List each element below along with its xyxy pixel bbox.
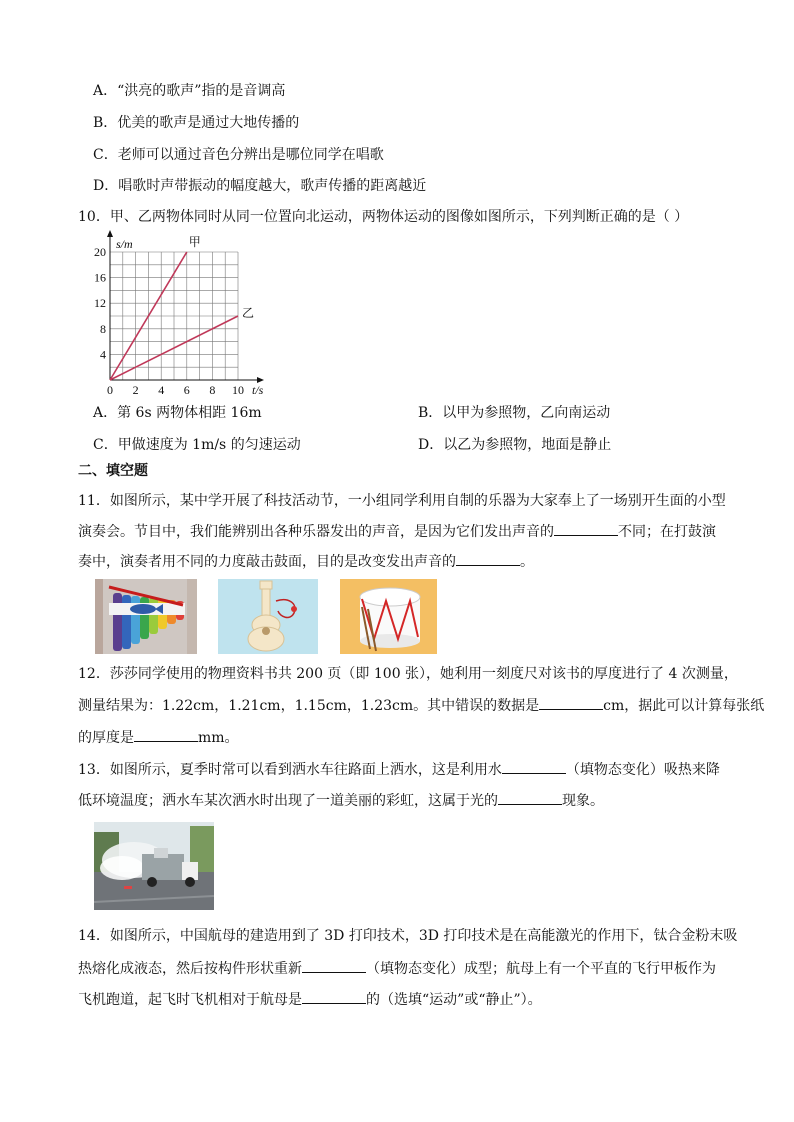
q14-line3: 飞机跑道，起飞时飞机相对于航母是 的（选填“运动”或“静止”）。 [78,989,542,1010]
series-label: 甲 [188,235,201,249]
q12-line1: 12．莎莎同学使用的物理资料书共 200 页（即 100 张），她利用一刻度尺对该书的厚度进行了 4 次测量， [78,666,738,682]
q12-line3: 的厚度是 mm。 [78,727,239,748]
x-tick-label: 0 [107,383,113,397]
q9-option-c: C．老师可以通过音色分辨出是哪位同学在唱歌 [93,147,384,163]
answer-blank [134,727,198,742]
x-tick-label: 2 [132,383,139,397]
answer-blank [539,695,603,710]
y-axis-arrow [107,230,113,237]
pan-flute-image [95,579,197,654]
q14-line1: 14．如图所示，中国航母的建造用到了 3D 打印技术，3D 打印技术是在高能激光的作用下，钛合金粉末吸 [78,928,738,944]
answer-blank [302,989,366,1004]
q10-stem: 10．甲、乙两物体同时从同一位置向北运动，两物体运动的图像如图所示，下列判断正确的是（ ） [78,209,689,225]
graph-grid [110,252,238,380]
sprinkler-truck-image [94,822,214,910]
q12-line2: 测量结果为：1.22cm，1.21cm，1.15cm，1.23cm。其中错误的数据是 cm，据此可以计算每张纸 [78,695,764,716]
q13-line1: 13．如图所示，夏季时常可以看到洒水车往路面上洒水，这是利用水 （填物态变化）吸热来降 [78,759,720,780]
series-label: 乙 [242,306,255,320]
q11-line1: 11．如图所示，某中学开展了科技活动节，一小组同学利用自制的乐器为大家奉上了一场别开生面的小型 [78,493,726,509]
answer-blank [456,551,520,566]
q9-option-a: A．“洪亮的歌声”指的是音调高 [93,83,286,99]
y-tick-label: 4 [100,347,106,362]
q9-option-d: D．唱歌时声带振动的幅度越大，歌声传播的距离越近 [93,178,427,194]
q10-option-a: A．第 6s 两物体相距 16m [93,405,262,421]
ukulele-image [218,579,318,654]
q9-option-b: B．优美的歌声是通过大地传播的 [93,115,300,131]
q10-option-d: D．以乙为参照物，地面是静止 [418,437,612,453]
q11-line2: 演奏会。节目中，我们能辨别出各种乐器发出的声音，是因为它们发出声音的 不同；在打鼓演 [78,521,716,542]
x-axis-label: t/s [252,383,264,397]
y-tick-label: 12 [94,296,106,311]
x-tick-label: 6 [183,383,190,397]
y-tick-label: 8 [100,321,106,336]
answer-blank [554,521,618,536]
x-tick-label: 4 [158,383,165,397]
answer-blank [502,759,566,774]
answer-blank [302,958,366,973]
x-tick-label: 8 [209,383,216,397]
q14-line2: 热熔化成液态，然后按构件形状重新 （填物态变化）成型；航母上有一个平直的飞行甲板作为 [78,958,716,979]
q11-line3: 奏中，演奏者用不同的力度敲击鼓面，目的是改变发出声音的 。 [78,551,534,572]
q13-line2: 低环境温度；洒水车某次洒水时出现了一道美丽的彩虹，这属于光的 现象。 [78,790,604,811]
x-tick-label: 10 [232,383,244,397]
y-tick-label: 20 [94,245,106,259]
answer-blank [498,790,562,805]
q10-option-b: B．以甲为参照物，乙向南运动 [418,405,611,421]
section-title: 二、填空题 [78,463,148,479]
y-axis-label: s/m [116,237,133,251]
y-tick-label: 16 [94,270,106,285]
q10-option-c: C．甲做速度为 1m/s 的匀速运动 [93,437,301,453]
q10-st-graph [85,230,285,402]
drum-image [340,579,437,654]
